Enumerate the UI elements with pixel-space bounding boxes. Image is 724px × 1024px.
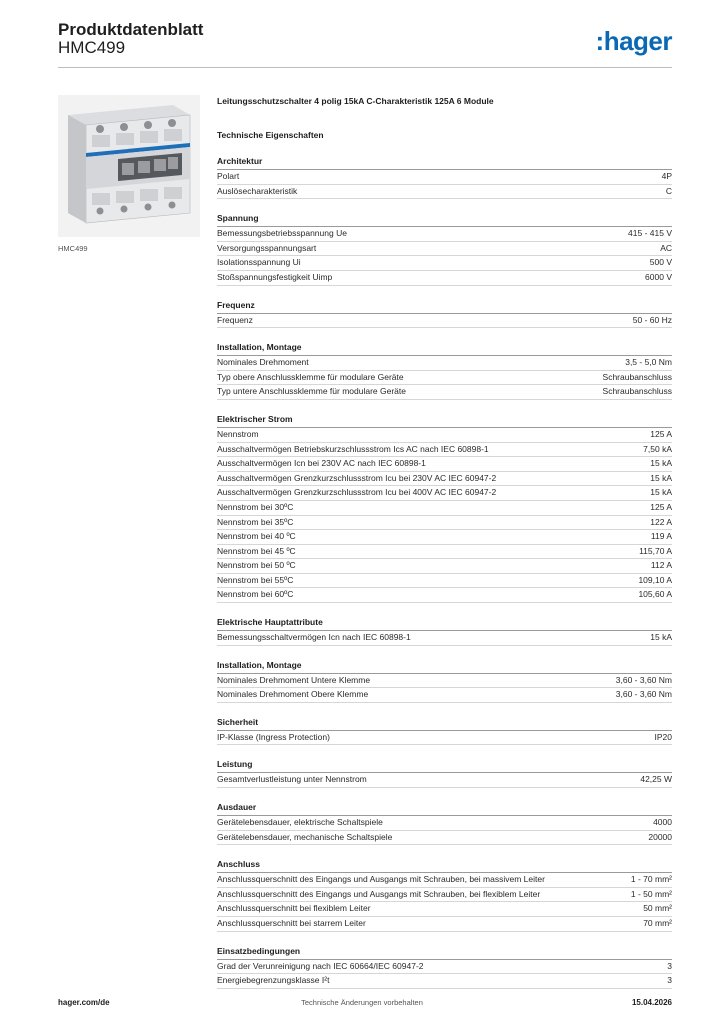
spec-row <box>217 371 672 386</box>
spec-value: Schraubanschluss <box>602 386 672 397</box>
spec-row <box>217 688 672 703</box>
product-code: HMC499 <box>58 38 126 57</box>
spec-row <box>217 271 672 286</box>
spec-row <box>217 256 672 271</box>
spec-row <box>217 731 672 746</box>
page-title: Produktdatenblatt <box>58 20 204 39</box>
spec-row <box>217 631 672 646</box>
spec-section <box>217 213 672 285</box>
spec-value: 119 A <box>650 531 672 542</box>
spec-label: Nennstrom bei 40 ºC <box>217 531 296 542</box>
spec-value: 70 mm² <box>643 918 672 928</box>
spec-row <box>217 902 672 917</box>
spec-value: IP20 <box>654 731 672 742</box>
spec-value: 500 V <box>649 257 672 268</box>
spec-section-title: Spannung <box>217 213 672 227</box>
spec-row <box>217 974 672 989</box>
spec-label: Anschlussquerschnitt des Eingangs und Ausgangs mit Schrauben, bei massivem Leiter <box>217 874 545 885</box>
spec-value: 20000 <box>648 831 672 842</box>
spec-section <box>217 859 672 931</box>
spec-label: Frequenz <box>217 314 253 325</box>
spec-row <box>217 559 672 574</box>
spec-value: 50 - 60 Hz <box>632 314 672 325</box>
spec-label: Ausschaltvermögen Betriebskurzschlussstrom Ics AC nach IEC 60898-1 <box>217 443 489 454</box>
spec-row <box>217 588 672 603</box>
spec-label: Nominales Drehmoment Obere Klemme <box>217 689 369 700</box>
spec-row <box>217 457 672 472</box>
spec-section <box>217 156 672 199</box>
spec-label: Stoßspannungsfestigkeit Uimp <box>217 271 333 282</box>
spec-row <box>217 443 672 458</box>
spec-label: Gerätelebensdauer, elektrische Schaltspiele <box>217 817 383 828</box>
main-content <box>217 96 672 989</box>
spec-section-title: Sicherheit <box>217 717 672 731</box>
spec-label: Anschlussquerschnitt bei starrem Leiter <box>217 918 366 928</box>
spec-section <box>217 617 672 646</box>
spec-label: Nennstrom bei 50 ºC <box>217 560 296 571</box>
spec-value: 3 <box>667 975 672 986</box>
spec-label: Anschlussquerschnitt des Eingangs und Ausgangs mit Schrauben, bei flexiblem Leiter <box>217 888 541 899</box>
product-image <box>58 95 200 237</box>
spec-section-title: Einsatzbedingungen <box>217 946 672 960</box>
spec-section <box>217 802 672 845</box>
spec-section-title: Elektrische Hauptattribute <box>217 617 672 631</box>
spec-value: 109,10 A <box>638 574 672 585</box>
spec-label: Typ untere Anschlussklemme für modulare Geräte <box>217 386 406 397</box>
spec-value: 115,70 A <box>639 545 672 556</box>
spec-row <box>217 674 672 689</box>
spec-row <box>217 574 672 589</box>
spec-section-title: Installation, Montage <box>217 660 672 674</box>
footer-date: 15.04.2026 <box>631 998 672 1007</box>
spec-section-title: Ausdauer <box>217 802 672 816</box>
spec-label: Nennstrom bei 45 ºC <box>217 545 296 556</box>
spec-value: 3,60 - 3,60 Nm <box>615 689 672 700</box>
spec-value: 125 A <box>650 501 672 512</box>
spec-row <box>217 385 672 400</box>
spec-label: Isolationsspannung Ui <box>217 257 301 268</box>
spec-value: 50 mm² <box>643 903 672 914</box>
spec-label: Grad der Verunreinigung nach IEC 60664/IEC 60947-2 <box>217 960 424 971</box>
image-caption: HMC499 <box>58 244 88 253</box>
spec-section <box>217 717 672 746</box>
footer-disclaimer: Technische Änderungen vorbehalten <box>301 998 423 1007</box>
spec-row <box>217 486 672 501</box>
spec-row <box>217 773 672 788</box>
spec-label: Nennstrom bei 60ºC <box>217 589 294 600</box>
spec-section <box>217 759 672 788</box>
footer-website: hager.com/de <box>58 998 110 1007</box>
spec-row <box>217 516 672 531</box>
spec-section <box>217 946 672 989</box>
spec-section <box>217 414 672 603</box>
spec-label: Typ obere Anschlussklemme für modulare Geräte <box>217 371 404 382</box>
spec-label: Nennstrom <box>217 428 259 439</box>
spec-section-title: Anschluss <box>217 859 672 873</box>
spec-row <box>217 831 672 846</box>
spec-label: Nominales Drehmoment <box>217 357 309 368</box>
spec-value: 1 - 50 mm² <box>630 888 672 899</box>
spec-value: C <box>665 185 672 196</box>
spec-label: Energiebegrenzungsklasse I²t <box>217 975 330 986</box>
circuit-breaker-illustration <box>58 95 200 237</box>
spec-section-title: Elektrischer Strom <box>217 414 672 428</box>
spec-value: 3,60 - 3,60 Nm <box>615 674 672 685</box>
spec-value: 125 A <box>650 428 672 439</box>
spec-label: Gesamtverlustleistung unter Nennstrom <box>217 774 367 785</box>
spec-section-title: Architektur <box>217 156 672 170</box>
spec-value: 4P <box>661 171 672 181</box>
spec-section-title: Leistung <box>217 759 672 773</box>
spec-label: Polart <box>217 171 240 181</box>
spec-value: 1 - 70 mm² <box>630 874 672 885</box>
spec-value: 3,5 - 5,0 Nm <box>625 357 672 368</box>
spec-row <box>217 873 672 888</box>
spec-section-title: Installation, Montage <box>217 342 672 356</box>
spec-value: 4000 <box>653 817 672 828</box>
spec-value: 122 A <box>650 516 672 527</box>
spec-row <box>217 185 672 200</box>
spec-row <box>217 917 672 932</box>
spec-section <box>217 300 672 329</box>
spec-row <box>217 501 672 516</box>
spec-label: Anschlussquerschnitt bei flexiblem Leiter <box>217 903 371 914</box>
spec-section-title: Frequenz <box>217 300 672 314</box>
spec-label: Gerätelebensdauer, mechanische Schaltspiele <box>217 831 393 842</box>
spec-value: 15 kA <box>650 458 672 469</box>
spec-label: Bemessungsschaltvermögen Icn nach IEC 60898-1 <box>217 632 411 643</box>
product-title: Leitungsschutzschalter 4 polig 15kA C-Charakteristik 125A 6 Module <box>217 96 494 106</box>
spec-value: 15 kA <box>650 487 672 498</box>
spec-row <box>217 472 672 487</box>
spec-row <box>217 356 672 371</box>
spec-label: Nennstrom bei 30ºC <box>217 501 294 512</box>
logo-text: hager <box>603 26 672 56</box>
spec-label: Nominales Drehmoment Untere Klemme <box>217 674 371 685</box>
spec-section <box>217 342 672 400</box>
spec-label: IP-Klasse (Ingress Protection) <box>217 731 330 742</box>
spec-row <box>217 170 672 185</box>
spec-label: Ausschaltvermögen Grenzkurzschlussstrom Icu bei 400V AC IEC 60947-2 <box>217 487 497 498</box>
spec-value: 3 <box>667 960 672 971</box>
spec-value: 42,25 W <box>640 774 672 785</box>
spec-row <box>217 545 672 560</box>
spec-row <box>217 530 672 545</box>
spec-value: 15 kA <box>650 632 672 643</box>
spec-value: Schraubanschluss <box>602 371 672 382</box>
spec-row <box>217 227 672 242</box>
spec-row <box>217 888 672 903</box>
spec-label: Bemessungsbetriebsspannung Ue <box>217 228 347 239</box>
spec-value: 7,50 kA <box>643 443 672 454</box>
spec-value: 415 - 415 V <box>628 228 672 239</box>
spec-row <box>217 428 672 443</box>
spec-value: 15 kA <box>650 472 672 483</box>
spec-label: Versorgungsspannungsart <box>217 242 317 253</box>
spec-sections <box>217 156 672 989</box>
spec-value: 112 A <box>650 560 672 571</box>
spec-row <box>217 816 672 831</box>
spec-label: Nennstrom bei 35ºC <box>217 516 294 527</box>
spec-value: 105,60 A <box>638 589 672 600</box>
section-heading: Technische Eigenschaften <box>217 130 324 140</box>
header-divider <box>58 67 672 68</box>
spec-value: AC <box>660 242 672 253</box>
spec-label: Ausschaltvermögen Grenzkurzschlussstrom Icu bei 230V AC IEC 60947-2 <box>217 472 497 483</box>
spec-label: Ausschaltvermögen Icn bei 230V AC nach IEC 60898-1 <box>217 458 426 469</box>
spec-row <box>217 960 672 975</box>
spec-row <box>217 242 672 257</box>
spec-label: Nennstrom bei 55ºC <box>217 574 294 585</box>
hager-logo: :hager <box>595 26 672 56</box>
spec-value: 6000 V <box>645 271 672 282</box>
spec-row <box>217 314 672 329</box>
spec-section <box>217 660 672 703</box>
spec-label: Auslösecharakteristik <box>217 185 298 196</box>
